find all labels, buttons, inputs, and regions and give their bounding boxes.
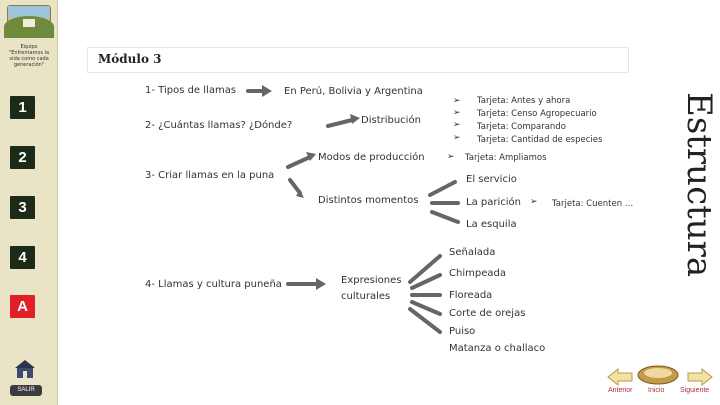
next-link[interactable]: Siguiente bbox=[680, 387, 710, 394]
card-b: Tarjeta: Ampliamos bbox=[465, 153, 547, 163]
bullet-icon: ➢ bbox=[447, 152, 455, 162]
previous-arrow-icon[interactable] bbox=[606, 368, 634, 386]
item-3-moments: Distintos momentos bbox=[318, 195, 419, 206]
home-link[interactable]: Inicio bbox=[648, 387, 665, 394]
exit-button[interactable]: SALIR bbox=[10, 385, 42, 396]
moment-2: La parición bbox=[466, 197, 521, 208]
bullet-icon: ➢ bbox=[453, 133, 461, 143]
nav-button-a[interactable]: A bbox=[10, 295, 35, 318]
production-modes: Modos de producción bbox=[318, 152, 425, 163]
card-a-3: Tarjeta: Comparando bbox=[477, 122, 566, 132]
page-title: Módulo 3 bbox=[98, 52, 162, 66]
item-2-target: Distribución bbox=[361, 115, 421, 126]
home-basket-icon[interactable] bbox=[636, 364, 680, 386]
previous-link[interactable]: Anterior bbox=[608, 387, 633, 394]
expression-6: Matanza o challaco bbox=[449, 343, 546, 354]
expression-4: Corte de orejas bbox=[449, 308, 526, 319]
bullet-icon: ➢ bbox=[453, 120, 461, 130]
expression-1: Señalada bbox=[449, 247, 496, 258]
nav-button-1[interactable]: 1 bbox=[10, 96, 35, 119]
bullet-icon: ➢ bbox=[453, 108, 461, 118]
item-3-label: 3- Criar llamas en la puna bbox=[145, 170, 275, 181]
moment-3: La esquila bbox=[466, 219, 517, 230]
item-1-target: En Perú, Bolivia y Argentina bbox=[284, 86, 423, 97]
next-arrow-icon[interactable] bbox=[686, 368, 714, 386]
project-caption: Equipo "Enfrentamos la vida como cada generación" bbox=[8, 44, 50, 68]
expression-3: Floreada bbox=[449, 290, 493, 301]
nav-button-2[interactable]: 2 bbox=[10, 146, 35, 169]
item-2-label: 2- ¿Cuántas llamas? ¿Dónde? bbox=[145, 120, 293, 131]
card-c: Tarjeta: Cuenten … bbox=[552, 199, 634, 209]
card-a-1: Tarjeta: Antes y ahora bbox=[477, 96, 571, 106]
expression-5: Puiso bbox=[449, 326, 476, 337]
bullet-icon: ➢ bbox=[530, 197, 538, 207]
item-4-target: Expresiones culturales bbox=[341, 275, 402, 302]
bullet-icon: ➢ bbox=[453, 96, 461, 106]
structure-title-text: Estructura bbox=[679, 92, 719, 278]
nav-button-3[interactable]: 3 bbox=[10, 196, 35, 219]
item-1-label: 1- Tipos de llamas bbox=[145, 85, 237, 96]
expression-2: Chimpeada bbox=[449, 268, 506, 279]
nav-button-4[interactable]: 4 bbox=[10, 246, 35, 269]
item-4-label: 4- Llamas y cultura puneña bbox=[145, 279, 282, 290]
moment-1: El servicio bbox=[466, 174, 517, 185]
card-a-4: Tarjeta: Cantidad de especies bbox=[477, 135, 603, 145]
card-a-2: Tarjeta: Censo Agropecuario bbox=[477, 109, 597, 119]
